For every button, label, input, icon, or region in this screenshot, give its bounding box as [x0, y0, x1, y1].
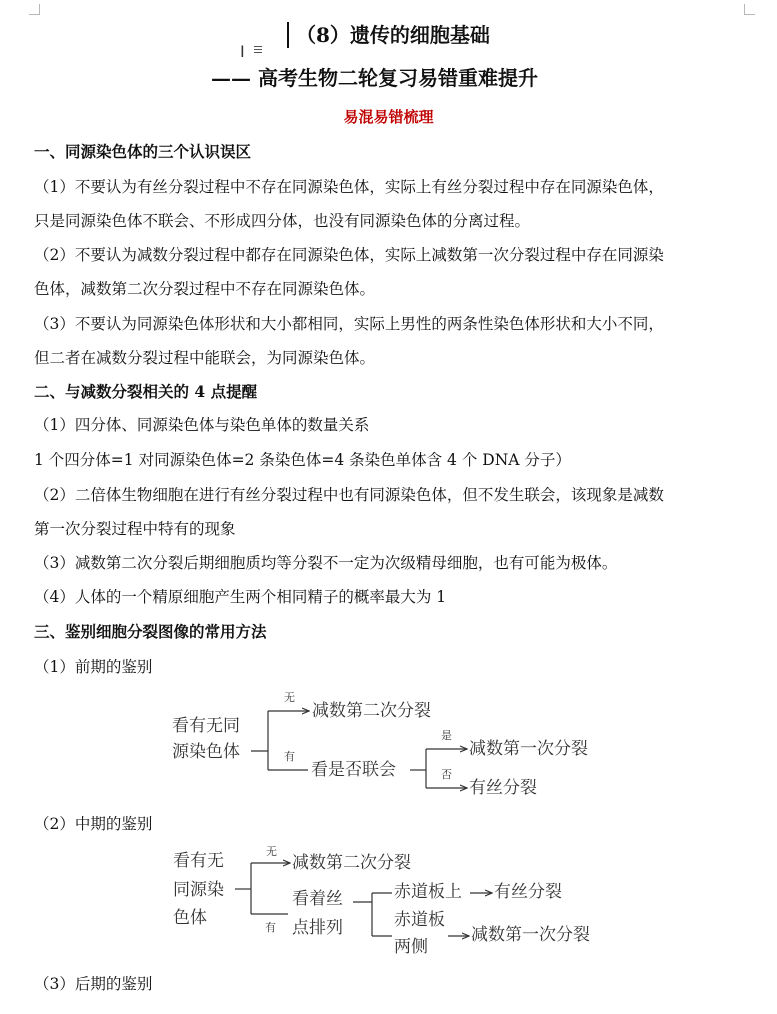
document-subtitle[interactable]: —— 高考生物二轮复习易错重难提升	[211, 66, 538, 90]
branch-label-no: 否	[441, 768, 452, 781]
paragraph-line[interactable]: 但二者在减数分裂过程中能联会，为同源染色体。	[34, 349, 376, 367]
branch-label-no: 无	[266, 845, 277, 858]
diagram-node-root: 同源染	[173, 880, 224, 900]
diagram-node-result: 减数第一次分裂	[469, 739, 588, 759]
text-lines-icon	[254, 46, 262, 55]
diagram-node-question: 点排列	[292, 918, 343, 938]
paragraph-line[interactable]: （2）二倍体生物细胞在进行有丝分裂过程中也有同源染色体，但不发生联会，该现象是减数	[34, 486, 664, 504]
diagram-node-question: 看着丝	[292, 889, 343, 909]
text-cursor	[287, 22, 289, 48]
page-corner-mark-left	[29, 4, 40, 15]
paragraph-line[interactable]: 1 个四分体=1 对同源染色体=2 条染色体=4 条染色单体含 4 个 DNA 分子）	[34, 451, 571, 469]
diagram-node-root: 色体	[173, 908, 207, 928]
prophase-label[interactable]: （1）前期的鉴别	[34, 658, 153, 676]
paragraph-line[interactable]: （1）不要认为有丝分裂过程中不存在同源染色体，实际上有丝分裂过程中存在同源染色体，	[34, 178, 664, 196]
section-subtitle[interactable]: 易混易错梳理	[343, 108, 434, 126]
branch-label-yes: 有	[265, 921, 276, 934]
diagram-node-result: 有丝分裂	[494, 882, 562, 902]
section-heading-3[interactable]: 三、鉴别细胞分裂图像的常用方法	[34, 622, 267, 641]
paragraph-line[interactable]: （1）四分体、同源染色体与染色单体的数量关系	[34, 416, 370, 434]
paragraph-line[interactable]: 色体，减数第二次分裂过程中不存在同源染色体。	[34, 280, 376, 298]
diagram-node-result: 减数第二次分裂	[292, 853, 411, 873]
diagram-node-option: 两侧	[394, 937, 428, 957]
paragraph-line[interactable]: （4）人体的一个精原细胞产生两个相同精子的概率最大为 1	[34, 588, 447, 606]
diagram-node-root: 看有无	[173, 851, 224, 871]
metaphase-label[interactable]: （2）中期的鉴别	[34, 815, 153, 833]
branch-label-yes: 是	[441, 729, 452, 742]
diagram-node-root: 看有无同	[172, 716, 240, 736]
diagram-node-result: 减数第二次分裂	[312, 701, 431, 721]
page-corner-mark-right	[744, 4, 755, 15]
paragraph-line[interactable]: （3）不要认为同源染色体形状和大小都相同，实际上男性的两条性染色体形状和大小不同，	[34, 315, 664, 333]
diagram-node-option: 赤道板上	[394, 882, 462, 902]
diagram-node-root: 源染色体	[172, 742, 240, 762]
paragraph-line[interactable]: （2）不要认为减数分裂过程中都存在同源染色体，实际上减数第一次分裂过程中存在同源染	[34, 246, 664, 264]
ibeam-cursor-icon: I	[240, 42, 245, 61]
document-title[interactable]: （8）遗传的细胞基础	[296, 23, 490, 47]
paragraph-line[interactable]: （3）减数第二次分裂后期细胞质均等分裂不一定为次级精母细胞，也有可能为极体。	[34, 554, 618, 572]
diagram-node-result: 有丝分裂	[469, 778, 537, 798]
branch-label-no: 无	[284, 691, 295, 704]
diagram-node-option: 赤道板	[394, 910, 445, 930]
diagram-node-result: 减数第一次分裂	[471, 925, 590, 945]
section-heading-1[interactable]: 一、同源染色体的三个认识误区	[34, 142, 252, 161]
anaphase-label[interactable]: （3）后期的鉴别	[34, 975, 153, 993]
diagram-node-question: 看是否联会	[311, 760, 396, 780]
paragraph-line[interactable]: 只是同源染色体不联会、不形成四分体，也没有同源染色体的分离过程。	[34, 212, 531, 230]
paragraph-line[interactable]: 第一次分裂过程中特有的现象	[34, 520, 236, 538]
branch-label-yes: 有	[284, 750, 295, 763]
section-heading-2[interactable]: 二、与减数分裂相关的 4 点提醒	[34, 382, 258, 401]
